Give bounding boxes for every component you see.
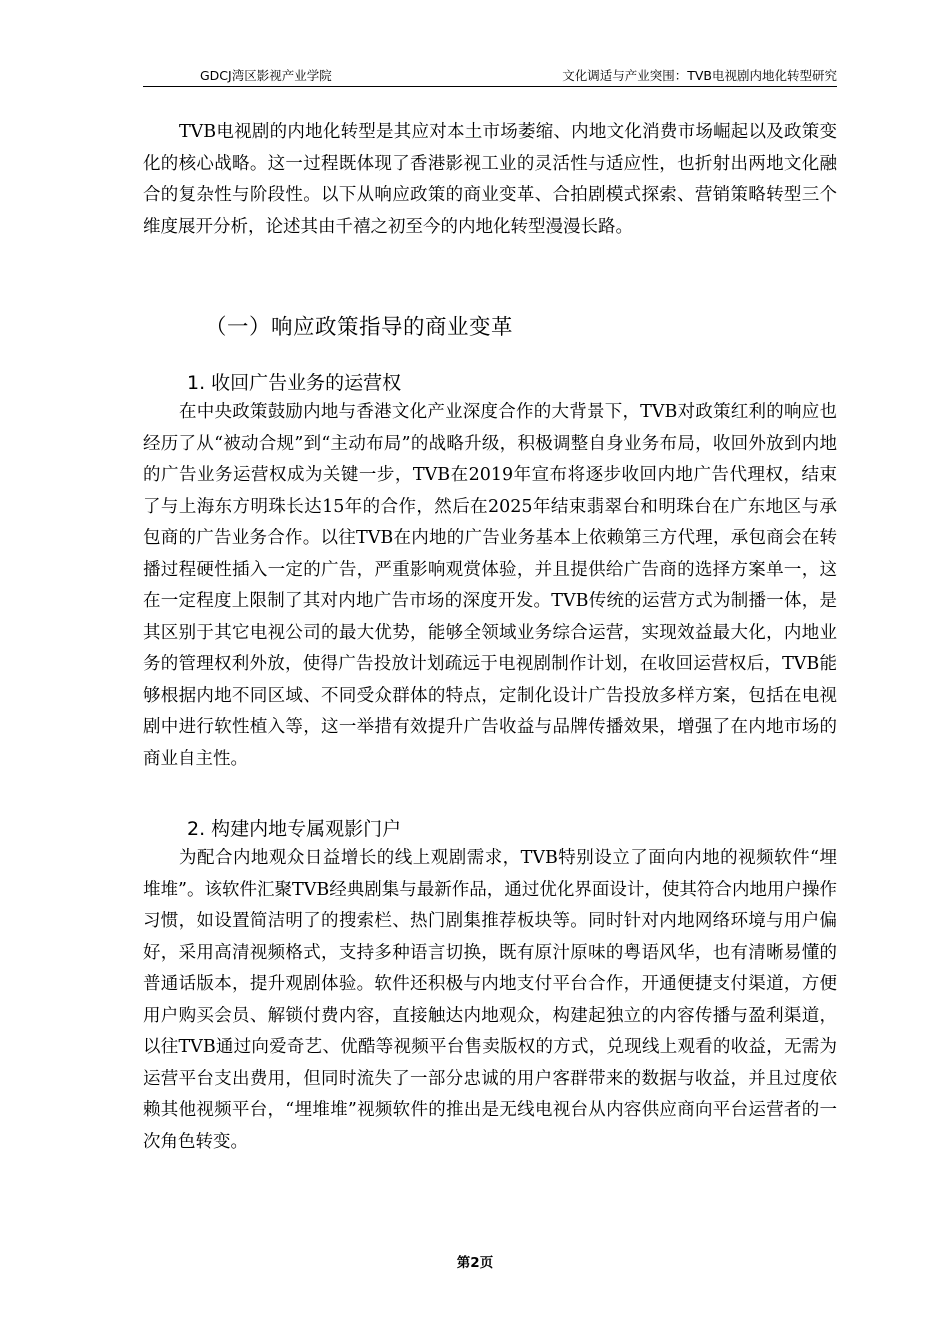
subsection-paragraph-1: 在中央政策鼓励内地与香港文化产业深度合作的大背景下，TVB对政策红利的响应也经历了从“被动合规”到“主动布局”的战略升级，积极调整自身业务布局，收回外放到内地的广告业务运营权成为关键一步，TVB在2019年宣布将逐步收回内地广告代理权，结束了与上海东方明珠长达15年的合作，然后在2025年结束翡翠台和明珠台在广东地区与承包商的广告业务合作。以往TVB在内地的广告业务基本上依赖第三方代理，承包商会在转播过程硬性插入一定的广告，严重影响观赏体验，并且提供给广告商的选择方案单一，这在一定程度上限制了其对内地广告市场的深度开发。TVB传统的运营方式为制播一体，是其区别于其它电视公司的最大优势，能够全领域业务综合运营，实现效益最大化，内地业务的管理权利外放，使得广告投放计划疏远于电视剧制作计划，在收回运营权后，TVB能够根据内地不同区域、不同受众群体的特点，定制化设计广告投放多样方案，包括在电视剧中进行软性植入等，这一举措有效提升广告收益与品牌传播效果，增强了在内地市场的商业自主性。 <box>143 402 837 769</box>
subsection-paragraph-2: 为配合内地观众日益增长的线上观剧需求，TVB特别设立了面向内地的视频软件“埋堆堆”。该软件汇聚TVB经典剧集与最新作品，通过优化界面设计，使其符合内地用户操作习惯，如设置简洁明了的搜索栏、热门剧集推荐板块等。同时针对内地网络环境与用户偏好，采用高清视频格式，支持多种语言切换，既有原汁原味的粤语风华，也有清晰易懂的普通话版本，提升观剧体验。软件还积极与内地支付平台合作，开通便捷支付渠道，方便用户购买会员、解锁付费内容，直接触达内地观众，构建起独立的内容传播与盈利渠道，以往TVB通过向爱奇艺、优酷等视频平台售卖版权的方式，兑现线上观看的收益，无需为运营平台支出费用，但同时流失了一部分忠诚的用户客群带来的数据与收益，并且过度依赖其他视频平台，“埋堆堆”视频软件的推出是无线电视台从内容供应商向平台运营者的一次角色转变。 <box>143 848 837 1152</box>
intro-paragraph: TVB电视剧的内地化转型是其应对本土市场萎缩、内地文化消费市场崛起以及政策变化的核心战略。这一过程既体现了香港影视工业的灵活性与适应性，也折射出两地文化融合的复杂性与阶段性。以下从响应政策的商业变革、合拍剧模式探索、营销策略转型三个维度展开分析，论述其由千禧之初至今的内地化转型漫漫长路。 <box>143 122 837 237</box>
page-header <box>143 66 837 87</box>
section-heading: （一）响应政策指导的商业变革 <box>205 315 514 340</box>
subsection-heading-2: 2. 构建内地专属观影门户 <box>187 818 402 840</box>
subsection-heading-1: 1. 收回广告业务的运营权 <box>187 372 402 394</box>
header-document-title: 文化调适与产业突围：TVB电视剧内地化转型研究 <box>562 68 837 83</box>
header-institution: GDCJ湾区影视产业学院 <box>200 68 332 83</box>
page-number: 第2页 <box>456 1255 494 1271</box>
